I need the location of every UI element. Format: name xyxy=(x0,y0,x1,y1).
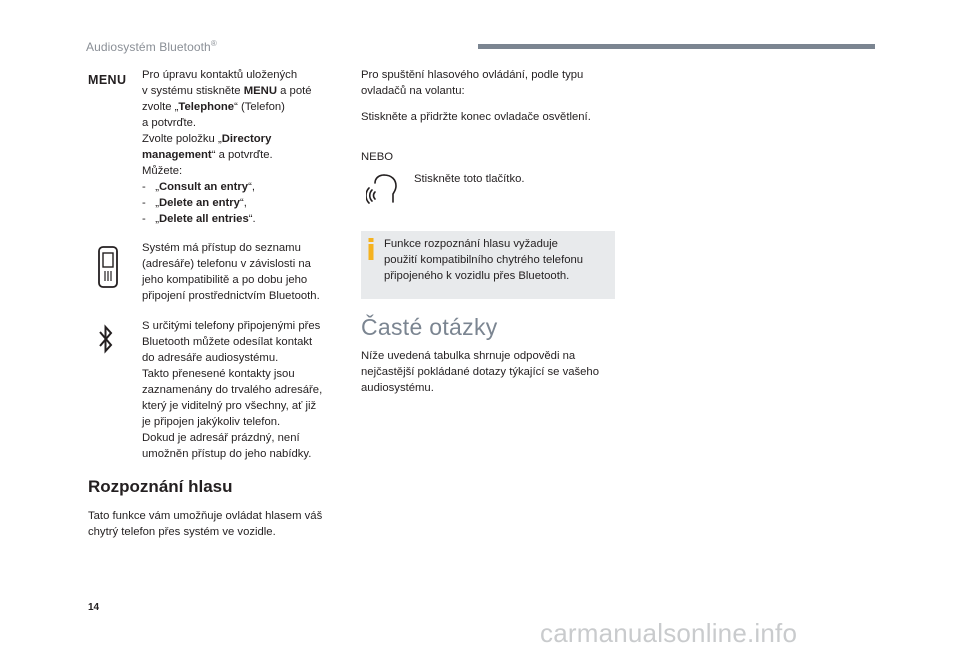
page-number: 14 xyxy=(88,602,100,613)
bluetooth-icon xyxy=(98,324,114,354)
section-heading-faq: Časté otázky xyxy=(361,314,498,340)
phone-icon xyxy=(97,246,119,288)
faq-text: Níže uvedená tabulka shrnuje odpovědi na nejčastější pokládané dotazy týkající se vašeho audiosystému. xyxy=(361,350,600,394)
section-heading-voice-recognition: Rozpoznání hlasu xyxy=(88,477,233,496)
list-item: - „Delete all entries“. xyxy=(142,213,256,225)
bluetooth-contacts-note: S určitými telefony připojenými přes Bluetooth můžete odesílat kontakt do adresáře audiosystému. Takto přenesené kontakty jsou zaznamenány do trvalého adresáře, který je viditelný pro všechny, ať již je připojen jakýkoliv telefon. Dokud je adresář prázdný, není umožněn přístup do jeho nabídky. xyxy=(142,320,323,460)
or-text: NEBO xyxy=(361,151,394,163)
voice-hold-text: Stiskněte a přidržte konec ovladače osvětlení. xyxy=(361,111,591,123)
menu-button-label: MENU xyxy=(88,73,127,87)
voice-start-text: Pro spuštění hlasového ovládání, podle typu ovladačů na volantu: xyxy=(361,69,584,97)
list-item: - „Delete an entry“, xyxy=(142,197,247,209)
running-header: Audiosystém Bluetooth® xyxy=(86,39,217,54)
press-button-text: Stiskněte toto tlačítko. xyxy=(414,173,525,185)
phone-directory-note: Systém má přístup do seznamu (adresáře) telefonu v závislosti na jeho kompatibilitě a po dobu jeho připojení prostřednictvím Bluetooth. xyxy=(142,242,320,302)
voice-command-icon xyxy=(366,172,406,208)
header-bar xyxy=(478,44,875,49)
watermark: carmanualsonline.info xyxy=(540,618,798,648)
info-box-text: Funkce rozpoznání hlasu vyžaduje použití kompatibilního chytrého telefonu připojeného k vozidlu přes Bluetooth. xyxy=(384,238,584,282)
list-item: - „Consult an entry“, xyxy=(142,181,255,193)
voice-recognition-text: Tato funkce vám umožňuje ovládat hlasem váš chytrý telefon přes systém ve vozidle. xyxy=(88,510,323,538)
info-icon xyxy=(366,238,376,260)
contacts-instructions: Pro úpravu kontaktů uložených v systému stiskněte MENU a poté zvolte „Telephone“ (Telefon) a potvrďte. Zvolte položku „Directory management“ a potvrďte. Můžete: - „Consult an entry“, - „Delete an entry“, - „Delete all entries“. xyxy=(142,69,312,225)
